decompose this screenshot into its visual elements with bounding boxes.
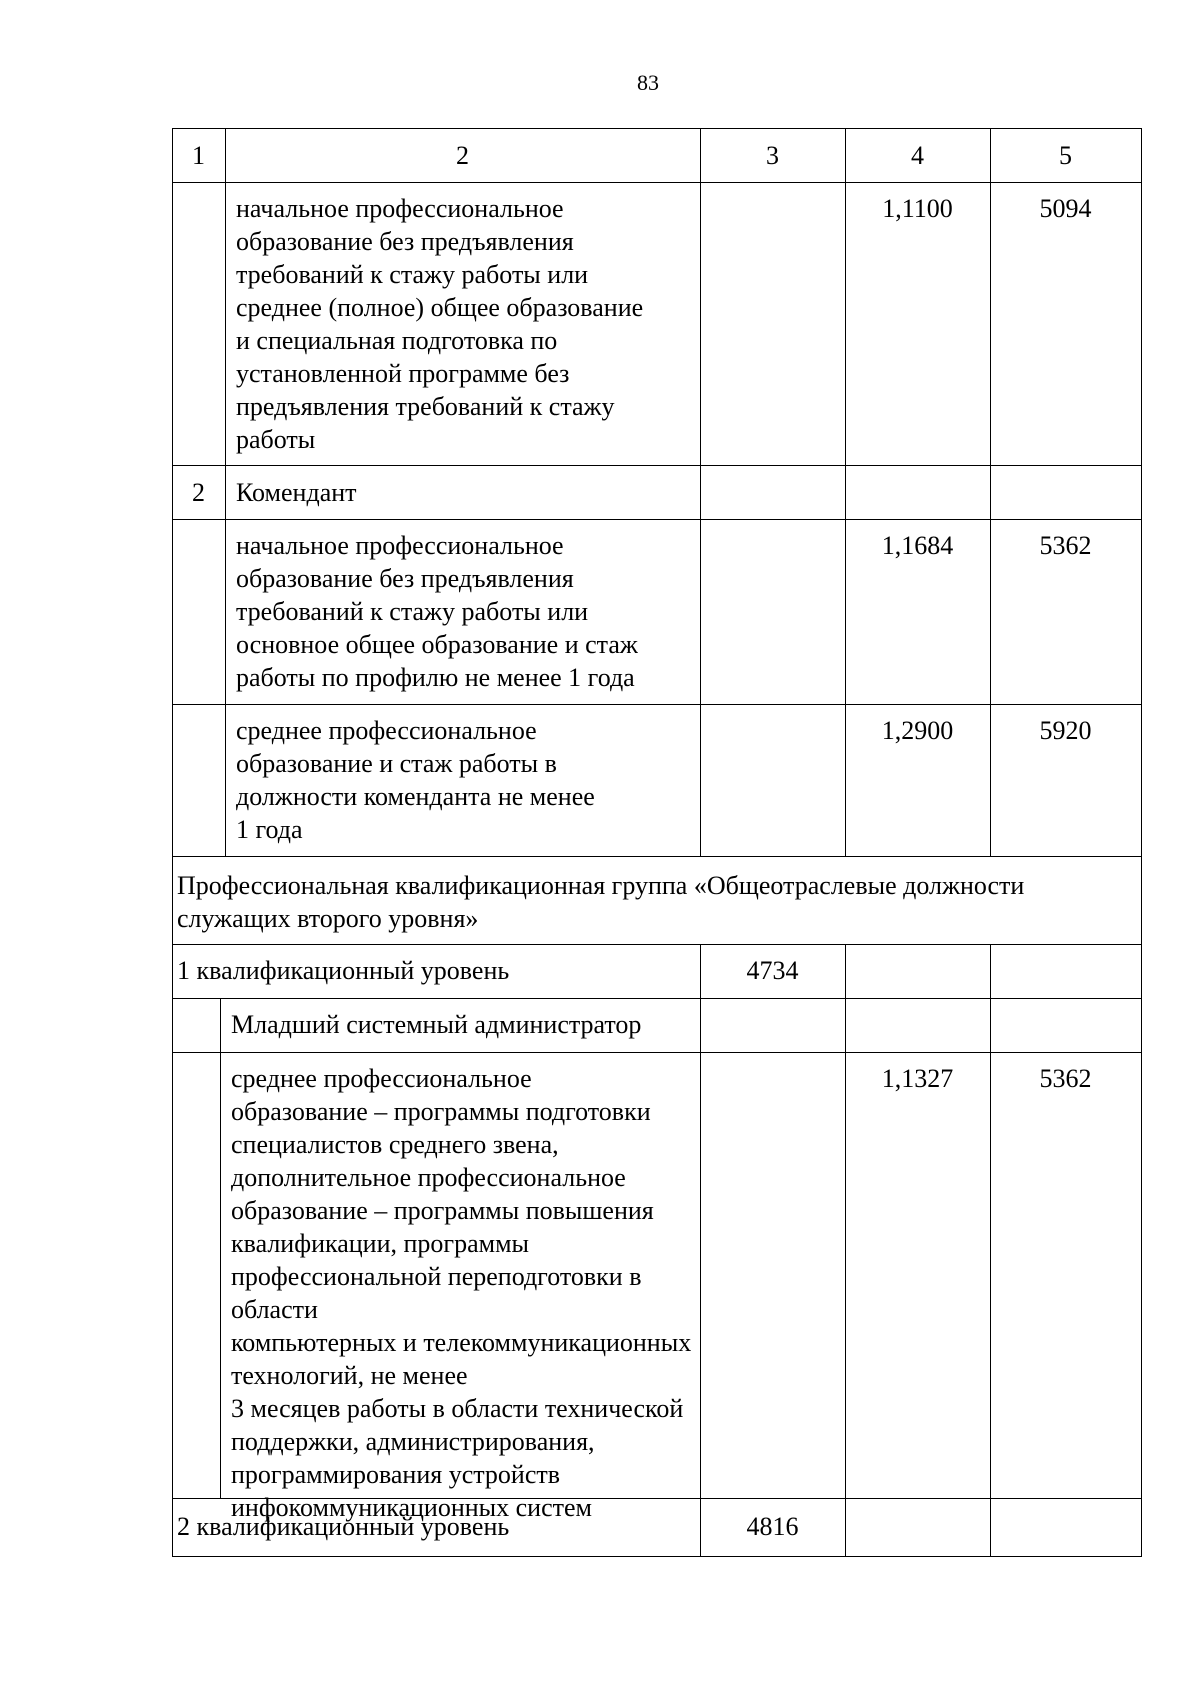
position-title: Младший системный администратор	[231, 1010, 642, 1039]
requirement-text: начальное профессиональное образование без предъявления требований к стажу работы или среднее (полное) общее образование и специальная подготовка по установленной программе без предъявления требований к стажу работы	[236, 194, 644, 454]
table-rule	[172, 128, 1142, 129]
table-rule	[845, 128, 846, 857]
header-cell-2: 2	[456, 141, 469, 170]
coefficient-cell: 1,1327	[881, 1064, 954, 1093]
table-rule	[990, 944, 991, 1557]
page-number: 83	[637, 70, 659, 95]
header-cell-4: 4	[911, 141, 924, 170]
table-rule	[172, 519, 1142, 520]
qualification-level: 2 квалификационный уровень	[177, 1512, 510, 1541]
salary-cell: 5094	[1039, 194, 1092, 223]
header-cell-3: 3	[766, 141, 779, 170]
table-rule	[845, 944, 846, 1557]
requirement-text: начальное профессиональное образование без предъявления требований к стажу работы или основное общее образование и стаж работы по профилю не менее 1 года	[236, 531, 638, 692]
salary-cell: 5920	[1039, 716, 1092, 745]
table-rule	[990, 128, 991, 857]
group-title: Профессиональная квалификационная группа «Общеотраслевые должности служащих второго уровня»	[177, 871, 1025, 933]
base-salary-cell: 4816	[746, 1512, 799, 1541]
header-cell-5: 5	[1059, 141, 1072, 170]
base-salary-cell: 4734	[746, 956, 799, 985]
qualification-level: 1 квалификационный уровень	[177, 956, 510, 985]
table-rule	[172, 998, 1142, 999]
table-rule	[700, 128, 701, 857]
coefficient-cell: 1,1100	[882, 194, 953, 223]
table-rule	[225, 128, 226, 857]
header-cell-1: 1	[192, 141, 205, 170]
table-rule	[172, 465, 1142, 466]
salary-cell: 5362	[1039, 1064, 1092, 1093]
table-rule	[220, 998, 221, 1499]
coefficient-cell: 1,1684	[881, 531, 954, 560]
table-rule	[172, 182, 1142, 183]
position-title: Комендант	[236, 478, 357, 507]
table-rule	[1141, 128, 1142, 1557]
table-rule	[700, 944, 701, 1557]
requirement-text: среднее профессиональное образование – программы подготовки специалистов среднего звена, дополнительное профессиональное образование – программы повышения квалификации, программы профессиональной переподготовки в области компьютерных и телекоммуникационных технологий, не менее 3 месяцев работы в области технической поддержки, администрирования, программирования устройств инфокоммуникационных систем	[231, 1064, 692, 1522]
qualification-table	[172, 128, 1142, 1558]
requirement-text: среднее профессиональное образование и стаж работы в должности коменданта не менее 1 года	[236, 716, 595, 844]
salary-cell: 5362	[1039, 531, 1092, 560]
table-rule	[172, 944, 1142, 945]
coefficient-cell: 1,2900	[881, 716, 954, 745]
table-rule	[172, 128, 173, 1557]
table-rule	[172, 856, 1142, 857]
table-rule	[172, 1556, 1142, 1557]
table-rule	[172, 704, 1142, 705]
table-rule	[172, 1052, 1142, 1053]
position-number: 2	[192, 478, 205, 507]
